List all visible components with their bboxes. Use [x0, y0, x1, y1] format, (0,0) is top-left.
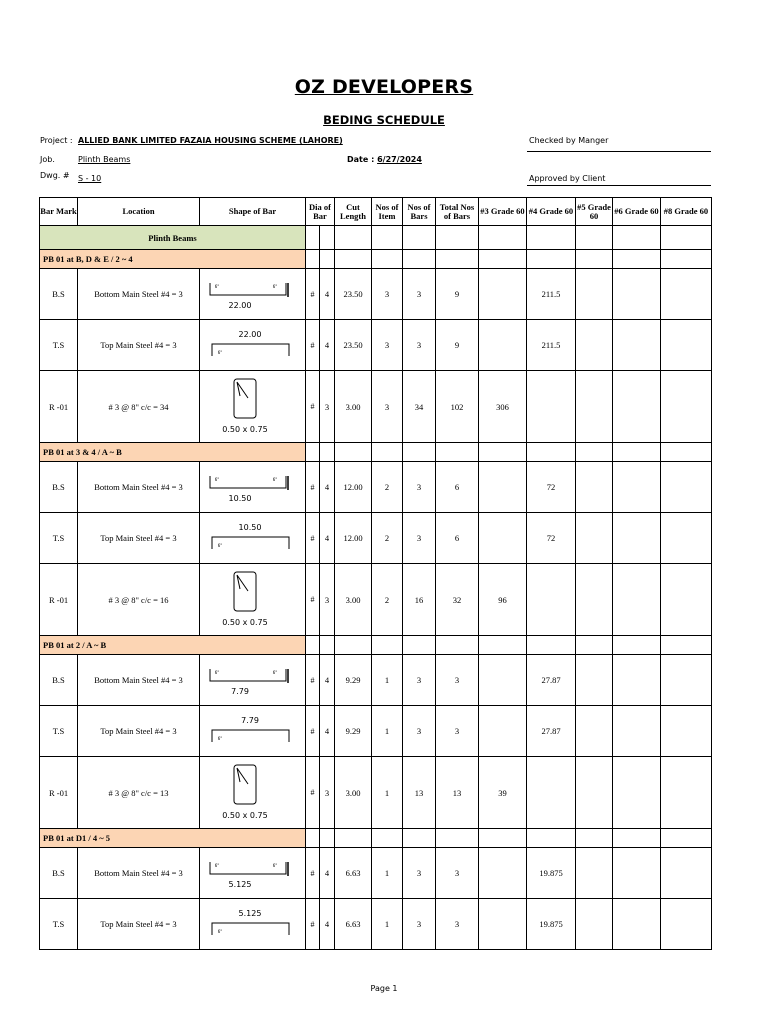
checked-signature-line — [527, 151, 711, 152]
location-cell: Bottom Main Steel #4 = 3 — [78, 269, 200, 320]
checked-label: Checked by Manger — [529, 136, 609, 145]
empty-cell — [372, 636, 403, 655]
dia-hash-cell: # — [306, 269, 320, 320]
empty-cell — [479, 636, 527, 655]
dia-cell: 4 — [320, 706, 335, 757]
section-title: PB 01 at D1 / 4 ~ 5 — [40, 829, 306, 848]
bar-mark-cell: T.S — [40, 513, 78, 564]
nos-bars-cell: 3 — [403, 655, 436, 706]
grade-3-cell — [479, 848, 527, 899]
stirrup-hook — [237, 768, 248, 784]
empty-cell — [436, 829, 479, 848]
bar-mark-cell: B.S — [40, 269, 78, 320]
stirrup-hook — [237, 575, 248, 591]
grade-8-cell — [661, 564, 712, 636]
col-shape: Shape of Bar — [200, 198, 306, 226]
empty-cell — [403, 636, 436, 655]
bar-length-label: 10.50 — [228, 493, 252, 503]
grade-6-cell — [613, 269, 661, 320]
nos-item-cell: 3 — [372, 320, 403, 371]
empty-cell — [335, 250, 372, 269]
project-label: Project : — [40, 136, 73, 145]
section-title: PB 01 at B, D & E / 2 ~ 4 — [40, 250, 306, 269]
col-location: Location — [78, 198, 200, 226]
grade-8-cell — [661, 706, 712, 757]
hook-length-label: 6" — [272, 476, 278, 482]
grade-4-cell: 211.5 — [527, 269, 576, 320]
nos-item-cell: 3 — [372, 371, 403, 443]
grade-6-cell — [613, 513, 661, 564]
grade-3-cell — [479, 706, 527, 757]
nos-item-cell: 1 — [372, 848, 403, 899]
empty-cell — [403, 829, 436, 848]
empty-cell — [613, 443, 661, 462]
col-grade-8: #8 Grade 60 — [661, 198, 712, 226]
section-row — [40, 250, 712, 269]
ring-stirrup-shape — [200, 758, 306, 828]
document-title: BEDING SCHEDULE — [323, 113, 445, 127]
table-row — [40, 899, 712, 950]
empty-cell — [436, 443, 479, 462]
grade-5-cell — [576, 564, 613, 636]
grade-5-cell — [576, 757, 613, 829]
shape-cell — [200, 269, 306, 320]
bar-length-label: 22.00 — [238, 329, 262, 339]
header-row — [40, 198, 712, 226]
nos-item-cell: 2 — [372, 462, 403, 513]
empty-cell — [403, 250, 436, 269]
shape-cell — [200, 462, 306, 513]
dia-hash-cell: # — [306, 371, 320, 443]
grade-5-cell — [576, 899, 613, 950]
bottom-bar-shape — [200, 463, 306, 512]
empty-cell — [527, 829, 576, 848]
grade-8-cell — [661, 848, 712, 899]
date-row — [347, 155, 422, 164]
grade-4-cell: 19.875 — [527, 899, 576, 950]
bottom-bar-shape — [200, 656, 306, 705]
grade-3-cell: 96 — [479, 564, 527, 636]
bar-mark-cell: B.S — [40, 848, 78, 899]
dia-hash-cell: # — [306, 757, 320, 829]
bottom-bar-shape — [200, 849, 306, 898]
location-cell: Top Main Steel #4 = 3 — [78, 320, 200, 371]
empty-cell — [372, 250, 403, 269]
cut-length-cell: 3.00 — [335, 757, 372, 829]
nos-bars-cell: 16 — [403, 564, 436, 636]
grade-8-cell — [661, 269, 712, 320]
dia-cell: 4 — [320, 513, 335, 564]
empty-cell — [527, 443, 576, 462]
nos-item-cell: 1 — [372, 757, 403, 829]
grade-4-cell — [527, 564, 576, 636]
bar-line — [212, 344, 289, 356]
total-bars-cell: 32 — [436, 564, 479, 636]
grade-3-cell — [479, 320, 527, 371]
table-row — [40, 655, 712, 706]
nos-bars-cell: 3 — [403, 269, 436, 320]
empty-cell — [613, 636, 661, 655]
hook-length-label: 6" — [217, 349, 223, 355]
grade-5-cell — [576, 269, 613, 320]
nos-item-cell: 1 — [372, 899, 403, 950]
total-bars-cell: 3 — [436, 706, 479, 757]
dia-cell: 4 — [320, 462, 335, 513]
bar-mark-cell: B.S — [40, 655, 78, 706]
grade-8-cell — [661, 757, 712, 829]
empty-cell — [613, 250, 661, 269]
table-row — [40, 371, 712, 443]
empty-cell — [576, 829, 613, 848]
grade-5-cell — [576, 462, 613, 513]
shape-cell — [200, 848, 306, 899]
cut-length-cell: 9.29 — [335, 706, 372, 757]
total-bars-cell: 6 — [436, 462, 479, 513]
empty-cell — [576, 443, 613, 462]
empty-cell — [661, 829, 712, 848]
bar-length-label: 22.00 — [228, 300, 252, 310]
empty-cell — [661, 636, 712, 655]
nos-bars-cell: 3 — [403, 320, 436, 371]
grade-5-cell — [576, 706, 613, 757]
shape-cell — [200, 371, 306, 443]
bar-length-label: 7.79 — [231, 686, 249, 696]
top-bar-shape — [200, 514, 306, 563]
col-grade-6: #6 Grade 60 — [613, 198, 661, 226]
bar-length-label: 10.50 — [238, 522, 262, 532]
total-bars-cell: 3 — [436, 848, 479, 899]
nos-item-cell: 1 — [372, 655, 403, 706]
grade-4-cell: 72 — [527, 462, 576, 513]
bar-length-label: 7.79 — [241, 715, 259, 725]
grade-5-cell — [576, 320, 613, 371]
col-dia: Dia of Bar — [306, 198, 335, 226]
table-row — [40, 269, 712, 320]
hook-length-label: 6" — [214, 862, 220, 868]
stirrup-hook — [237, 382, 248, 398]
cut-length-cell: 3.00 — [335, 564, 372, 636]
stirrup-size-label: 0.50 x 0.75 — [222, 424, 268, 434]
location-cell: Top Main Steel #4 = 3 — [78, 899, 200, 950]
dia-hash-cell: # — [306, 513, 320, 564]
table-row — [40, 706, 712, 757]
ring-stirrup-shape — [200, 372, 306, 442]
bending-schedule-table — [39, 197, 712, 950]
shape-cell — [200, 655, 306, 706]
cut-length-cell: 3.00 — [335, 371, 372, 443]
empty-cell — [306, 636, 320, 655]
cut-length-cell: 6.63 — [335, 899, 372, 950]
grade-3-cell — [479, 269, 527, 320]
location-cell: # 3 @ 8" c/c = 16 — [78, 564, 200, 636]
bar-mark-cell: T.S — [40, 706, 78, 757]
grade-8-cell — [661, 655, 712, 706]
total-bars-cell: 102 — [436, 371, 479, 443]
cut-length-cell: 12.00 — [335, 513, 372, 564]
grade-3-cell — [479, 513, 527, 564]
ring-stirrup-shape — [200, 565, 306, 635]
empty-cell — [576, 636, 613, 655]
cut-length-cell: 23.50 — [335, 320, 372, 371]
shape-cell — [200, 564, 306, 636]
bar-line — [212, 730, 289, 742]
hook-length-label: 6" — [217, 735, 223, 741]
dia-cell: 4 — [320, 269, 335, 320]
grade-3-cell: 39 — [479, 757, 527, 829]
job-value: Plinth Beams — [78, 155, 131, 164]
location-cell: Bottom Main Steel #4 = 3 — [78, 848, 200, 899]
empty-cell — [479, 443, 527, 462]
grade-6-cell — [613, 706, 661, 757]
grade-6-cell — [613, 564, 661, 636]
empty-cell — [527, 250, 576, 269]
bar-mark-cell: T.S — [40, 899, 78, 950]
grade-6-cell — [613, 757, 661, 829]
empty-cell — [372, 829, 403, 848]
empty-cell — [335, 443, 372, 462]
bar-line — [212, 537, 289, 549]
nos-item-cell: 1 — [372, 706, 403, 757]
stirrup-size-label: 0.50 x 0.75 — [222, 810, 268, 820]
top-bar-shape — [200, 707, 306, 756]
grade-5-cell — [576, 371, 613, 443]
empty-cell — [306, 829, 320, 848]
col-nos-item: Nos of Item — [372, 198, 403, 226]
dia-cell: 4 — [320, 655, 335, 706]
nos-item-cell: 2 — [372, 564, 403, 636]
bar-mark-cell: R -01 — [40, 371, 78, 443]
location-cell: Bottom Main Steel #4 = 3 — [78, 462, 200, 513]
table-row — [40, 564, 712, 636]
col-total-bars: Total Nos of Bars — [436, 198, 479, 226]
shape-cell — [200, 320, 306, 371]
job-label: Job. — [40, 155, 55, 164]
hook-length-label: 6" — [214, 669, 220, 675]
dia-hash-cell: # — [306, 655, 320, 706]
nos-bars-cell: 3 — [403, 899, 436, 950]
top-bar-shape — [200, 321, 306, 370]
stirrup-size-label: 0.50 x 0.75 — [222, 617, 268, 627]
dia-cell: 3 — [320, 564, 335, 636]
col-grade-4: #4 Grade 60 — [527, 198, 576, 226]
total-bars-cell: 3 — [436, 655, 479, 706]
company-title: OZ DEVELOPERS — [294, 76, 474, 98]
approved-label: Approved by Client — [529, 174, 606, 183]
dia-hash-cell: # — [306, 899, 320, 950]
grade-6-cell — [613, 462, 661, 513]
nos-item-cell: 2 — [372, 513, 403, 564]
dwg-label: Dwg. # — [40, 171, 70, 180]
empty-cell — [335, 636, 372, 655]
top-bar-shape — [200, 900, 306, 949]
grade-4-cell — [527, 371, 576, 443]
empty-cell — [403, 443, 436, 462]
dia-cell: 3 — [320, 757, 335, 829]
bar-mark-cell: B.S — [40, 462, 78, 513]
group-label: Plinth Beams — [40, 226, 306, 250]
date-value: 6/27/2024 — [377, 155, 422, 164]
grade-8-cell — [661, 513, 712, 564]
nos-item-cell: 3 — [372, 269, 403, 320]
empty-cell — [613, 829, 661, 848]
col-grade-3: #3 Grade 60 — [479, 198, 527, 226]
approved-signature-line — [527, 185, 711, 186]
grade-5-cell — [576, 513, 613, 564]
nos-bars-cell: 34 — [403, 371, 436, 443]
bar-line — [212, 923, 289, 935]
col-bar-mark: Bar Mark — [40, 198, 78, 226]
empty-cell — [306, 250, 320, 269]
col-nos-bars: Nos of Bars — [403, 198, 436, 226]
empty-cell — [661, 250, 712, 269]
table-row — [40, 513, 712, 564]
empty-cell — [320, 250, 335, 269]
grade-4-cell: 27.87 — [527, 655, 576, 706]
hook-length-label: 6" — [214, 476, 220, 482]
grade-8-cell — [661, 371, 712, 443]
hook-length-label: 6" — [272, 862, 278, 868]
empty-cell — [576, 250, 613, 269]
table-row — [40, 848, 712, 899]
empty-cell — [661, 443, 712, 462]
grade-5-cell — [576, 848, 613, 899]
location-cell: # 3 @ 8" c/c = 34 — [78, 371, 200, 443]
grade-4-cell: 72 — [527, 513, 576, 564]
empty-cell — [320, 443, 335, 462]
grade-6-cell — [613, 848, 661, 899]
grade-3-cell — [479, 899, 527, 950]
grade-3-cell — [479, 655, 527, 706]
group-row — [40, 226, 712, 250]
dia-hash-cell: # — [306, 320, 320, 371]
empty-cell — [527, 636, 576, 655]
cut-length-cell: 9.29 — [335, 655, 372, 706]
empty-cell — [306, 443, 320, 462]
dia-hash-cell: # — [306, 848, 320, 899]
grade-4-cell: 19.875 — [527, 848, 576, 899]
empty-cell — [436, 636, 479, 655]
section-row — [40, 443, 712, 462]
total-bars-cell: 9 — [436, 269, 479, 320]
dia-hash-cell: # — [306, 564, 320, 636]
grade-6-cell — [613, 655, 661, 706]
grade-8-cell — [661, 462, 712, 513]
shape-cell — [200, 513, 306, 564]
nos-bars-cell: 3 — [403, 513, 436, 564]
empty-cell — [320, 636, 335, 655]
dia-cell: 4 — [320, 320, 335, 371]
bar-mark-cell: R -01 — [40, 564, 78, 636]
total-bars-cell: 6 — [436, 513, 479, 564]
section-title: PB 01 at 3 & 4 / A ~ B — [40, 443, 306, 462]
bar-length-label: 5.125 — [238, 908, 262, 918]
location-cell: Bottom Main Steel #4 = 3 — [78, 655, 200, 706]
hook-length-label: 6" — [272, 283, 278, 289]
total-bars-cell: 13 — [436, 757, 479, 829]
grade-5-cell — [576, 655, 613, 706]
dia-cell: 4 — [320, 899, 335, 950]
hook-length-label: 6" — [214, 283, 220, 289]
grade-3-cell: 306 — [479, 371, 527, 443]
bottom-bar-shape — [200, 270, 306, 319]
empty-cell — [479, 829, 527, 848]
nos-bars-cell: 13 — [403, 757, 436, 829]
shape-cell — [200, 899, 306, 950]
dwg-value: S - 10 — [78, 174, 102, 183]
dia-hash-cell: # — [306, 706, 320, 757]
cut-length-cell: 23.50 — [335, 269, 372, 320]
dia-cell: 3 — [320, 371, 335, 443]
total-bars-cell: 3 — [436, 899, 479, 950]
nos-bars-cell: 3 — [403, 848, 436, 899]
hook-length-label: 6" — [217, 542, 223, 548]
nos-bars-cell: 3 — [403, 706, 436, 757]
total-bars-cell: 9 — [436, 320, 479, 371]
section-row — [40, 636, 712, 655]
project-value: ALLIED BANK LIMITED FAZAIA HOUSING SCHEME (LAHORE) — [78, 136, 343, 145]
shape-cell — [200, 757, 306, 829]
location-cell: # 3 @ 8" c/c = 13 — [78, 757, 200, 829]
hook-length-label: 6" — [272, 669, 278, 675]
table-row — [40, 757, 712, 829]
cut-length-cell: 12.00 — [335, 462, 372, 513]
bar-length-label: 5.125 — [228, 879, 252, 889]
location-cell: Top Main Steel #4 = 3 — [78, 513, 200, 564]
grade-4-cell: 211.5 — [527, 320, 576, 371]
col-cut-length: Cut Length — [335, 198, 372, 226]
empty-cell — [372, 443, 403, 462]
grade-6-cell — [613, 320, 661, 371]
cut-length-cell: 6.63 — [335, 848, 372, 899]
bar-mark-cell: T.S — [40, 320, 78, 371]
dia-hash-cell: # — [306, 462, 320, 513]
bar-mark-cell: R -01 — [40, 757, 78, 829]
table-row — [40, 320, 712, 371]
empty-cell — [335, 829, 372, 848]
grade-3-cell — [479, 462, 527, 513]
empty-cell — [320, 829, 335, 848]
grade-6-cell — [613, 371, 661, 443]
section-row — [40, 829, 712, 848]
col-grade-5: #5 Grade 60 — [576, 198, 613, 226]
empty-cell — [479, 250, 527, 269]
table-row — [40, 462, 712, 513]
grade-4-cell — [527, 757, 576, 829]
nos-bars-cell: 3 — [403, 462, 436, 513]
dia-cell: 4 — [320, 848, 335, 899]
empty-cell — [436, 250, 479, 269]
hook-length-label: 6" — [217, 928, 223, 934]
grade-8-cell — [661, 320, 712, 371]
date-label: Date : — [347, 155, 375, 164]
grade-6-cell — [613, 899, 661, 950]
section-title: PB 01 at 2 / A ~ B — [40, 636, 306, 655]
grade-8-cell — [661, 899, 712, 950]
grade-4-cell: 27.87 — [527, 706, 576, 757]
location-cell: Top Main Steel #4 = 3 — [78, 706, 200, 757]
page-footer: Page 1 — [370, 984, 398, 993]
shape-cell — [200, 706, 306, 757]
